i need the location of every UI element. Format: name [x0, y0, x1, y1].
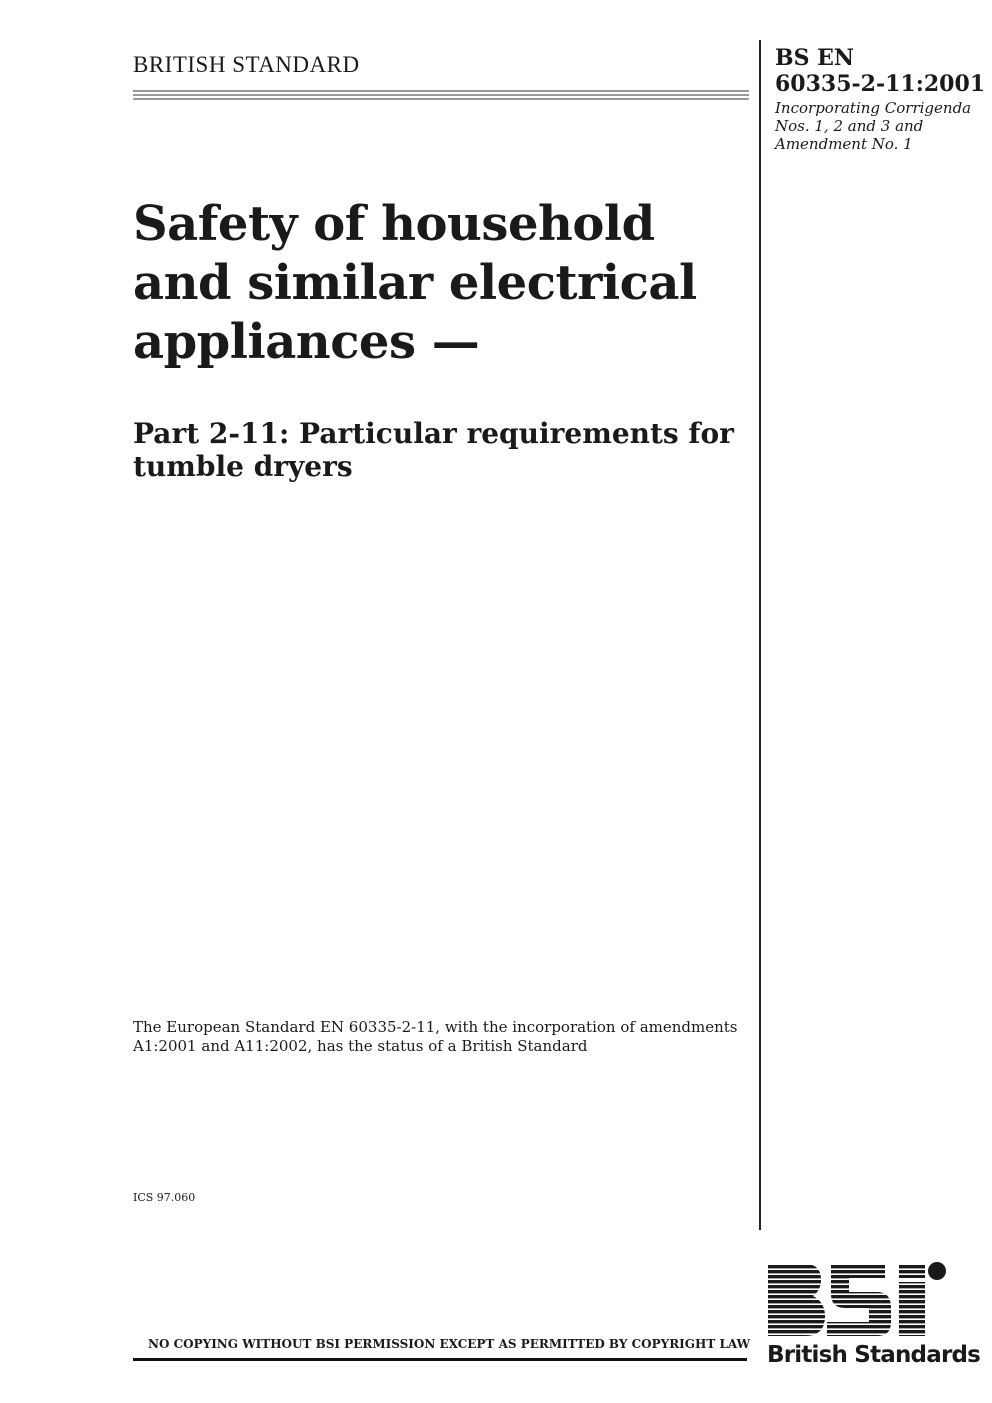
bsi-logo-mark: [768, 1262, 946, 1336]
footer-rule: [133, 1358, 747, 1361]
document-type-label: BRITISH STANDARD: [133, 52, 360, 77]
amendment-note: Incorporating Corrigenda Nos. 1, 2 and 3 and Amendment No. 1: [775, 99, 972, 153]
header-rule: [133, 90, 749, 102]
standard-number-line2: 60335-2-11:2001: [775, 71, 986, 97]
status-statement: The European Standard EN 60335-2-11, with the incorporation of amendments A1:2001 and A11:2002, has the status of a British Standard: [133, 1018, 738, 1055]
document-title: Safety of household and similar electrical appliances —: [133, 196, 697, 370]
bsi-logo-caption: British Standards: [767, 1342, 981, 1368]
standard-number-line1: BS EN: [775, 45, 855, 71]
bsi-logo: [765, 1260, 950, 1340]
document-subtitle: Part 2-11: Particular requirements for tumble dryers: [133, 417, 734, 483]
standard-number: [775, 45, 985, 97]
column-divider: [759, 40, 761, 1230]
ics-code: ICS 97.060: [133, 1191, 196, 1204]
copyright-notice: NO COPYING WITHOUT BSI PERMISSION EXCEPT AS PERMITTED BY COPYRIGHT LAW: [148, 1337, 751, 1351]
